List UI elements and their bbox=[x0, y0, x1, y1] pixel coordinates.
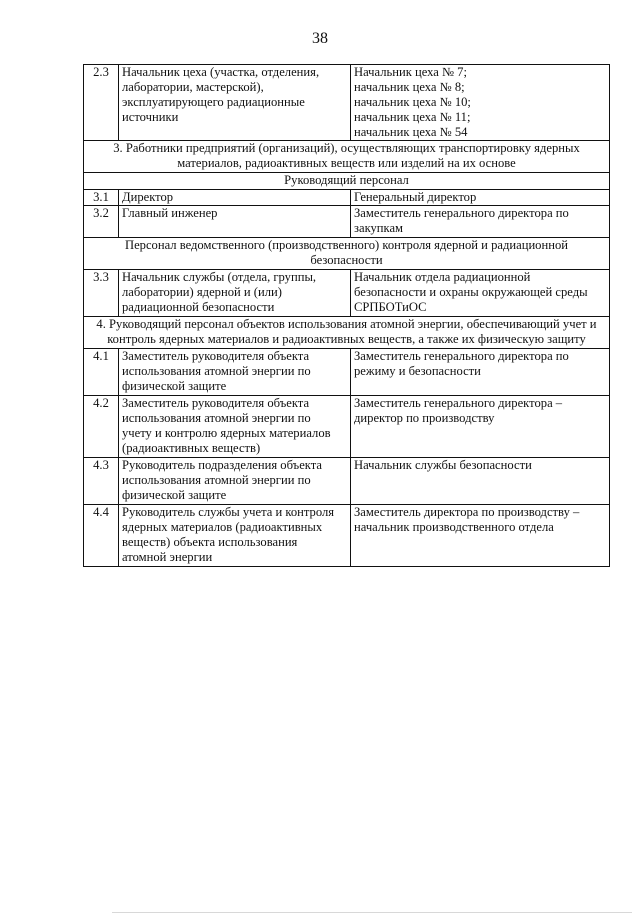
section-header-row bbox=[84, 238, 610, 270]
page-number: 38 bbox=[312, 30, 328, 47]
row-number: 4.3 bbox=[84, 458, 119, 505]
position-cell: Руководитель подразделения объекта использования атомной энергии по физической защите bbox=[119, 458, 351, 505]
section-header-row bbox=[84, 173, 610, 190]
position-cell: Начальник цеха (участка, отделения, лаборатории, мастерской), эксплуатирующего радиационные источники bbox=[119, 65, 351, 141]
row-number: 3.2 bbox=[84, 206, 119, 238]
position-cell: Начальник службы (отдела, группы, лаборатории) ядерной и (или) радиационной безопасности bbox=[119, 270, 351, 317]
table-row bbox=[84, 396, 610, 458]
equivalent-position-cell: Начальник цеха № 7; начальник цеха № 8; начальник цеха № 10; начальник цеха № 11; начальник цеха № 54 bbox=[351, 65, 610, 141]
row-number: 4.4 bbox=[84, 505, 119, 567]
equivalent-position-cell: Генеральный директор bbox=[351, 190, 610, 206]
equivalent-position-cell: Начальник службы безопасности bbox=[351, 458, 610, 505]
table-row bbox=[84, 505, 610, 567]
equivalent-position-cell: Заместитель генерального директора по режиму и безопасности bbox=[351, 349, 610, 396]
table-row bbox=[84, 458, 610, 505]
position-cell: Заместитель руководителя объекта использования атомной энергии по физической защите bbox=[119, 349, 351, 396]
table-row bbox=[84, 190, 610, 206]
position-cell: Руководитель службы учета и контроля ядерных материалов (радиоактивных веществ) объекта использования атомной энергии bbox=[119, 505, 351, 567]
row-number: 4.1 bbox=[84, 349, 119, 396]
table-row bbox=[84, 270, 610, 317]
row-number: 3.1 bbox=[84, 190, 119, 206]
equivalent-position-cell: Заместитель генерального директора по закупкам bbox=[351, 206, 610, 238]
section-header-row bbox=[84, 141, 610, 173]
section-header: Руководящий персонал bbox=[84, 173, 610, 190]
section-header: Персонал ведомственного (производственного) контроля ядерной и радиационной безопасности bbox=[84, 238, 610, 270]
section-header: 4. Руководящий персонал объектов использования атомной энергии, обеспечивающий учет и контроль ядерных материалов и радиоактивных веществ, а также их физическую защиту bbox=[84, 317, 610, 349]
equivalent-position-cell: Заместитель генерального директора – директор по производству bbox=[351, 396, 610, 458]
table-row bbox=[84, 65, 610, 141]
row-number: 4.2 bbox=[84, 396, 119, 458]
position-cell: Директор bbox=[119, 190, 351, 206]
row-number: 3.3 bbox=[84, 270, 119, 317]
positions-table bbox=[83, 64, 610, 567]
position-cell: Заместитель руководителя объекта использования атомной энергии по учету и контролю ядерных материалов (радиоактивных веществ) bbox=[119, 396, 351, 458]
table-row bbox=[84, 349, 610, 396]
section-header-row bbox=[84, 317, 610, 349]
position-cell: Главный инженер bbox=[119, 206, 351, 238]
page-bottom-edge bbox=[112, 912, 632, 913]
equivalent-position-cell: Заместитель директора по производству – начальник производственного отдела bbox=[351, 505, 610, 567]
section-header: 3. Работники предприятий (организаций), осуществляющих транспортировку ядерных материалов, радиоактивных веществ или изделий на их основе bbox=[84, 141, 610, 173]
table-row bbox=[84, 206, 610, 238]
row-number: 2.3 bbox=[84, 65, 119, 141]
equivalent-position-cell: Начальник отдела радиационной безопасности и охраны окружающей среды СРПБОТиОС bbox=[351, 270, 610, 317]
